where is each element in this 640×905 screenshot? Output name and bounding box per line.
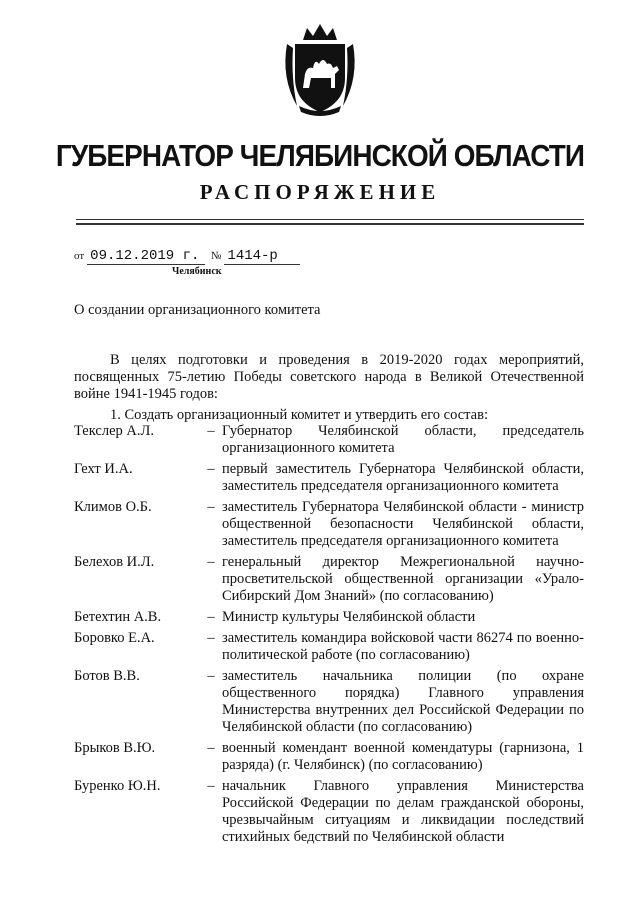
member-dash: – <box>207 423 215 439</box>
member-row <box>74 461 584 495</box>
member-name: Брыков В.Ю. <box>74 740 156 756</box>
member-dash: – <box>207 630 215 646</box>
number-label: № <box>210 250 222 262</box>
point-1: 1. Создать организационный комитет и утвердить его состав: <box>110 407 488 423</box>
member-dash: – <box>207 461 215 477</box>
member-dash: – <box>207 609 215 625</box>
member-name: Бетехтин А.В. <box>74 609 162 625</box>
member-name: Ботов В.В. <box>74 668 140 684</box>
document-date: 09.12.2019 г. <box>87 248 205 265</box>
member-role: первый заместитель Губернатора Челябинской области, заместитель председателя организационного комитета <box>222 461 584 494</box>
member-role: Министр культуры Челябинской области <box>222 609 476 625</box>
member-name: Боровко Е.А. <box>74 630 155 646</box>
document-title: ГУБЕРНАТОР ЧЕЛЯБИНСКОЙ ОБЛАСТИ <box>55 138 585 173</box>
member-role: военный комендант военной комендатуры (гарнизона, 1 разряда) (г. Челябинск) (по согласованию) <box>222 740 584 773</box>
member-dash: – <box>207 778 215 794</box>
member-role: Губернатор Челябинской области, председатель организационного комитета <box>222 423 584 456</box>
member-name: Гехт И.А. <box>74 461 133 477</box>
member-row <box>74 740 584 774</box>
member-row <box>74 423 584 457</box>
member-role: начальник Главного управления Министерства Российской Федерации по делам гражданской обороны, чрезвычайным ситуациям и ликвидации последствий стихийных бедствий по Челябинской области <box>222 778 584 845</box>
member-dash: – <box>207 499 215 515</box>
member-dash: – <box>207 554 215 570</box>
document-subject: О создании организационного комитета <box>74 302 321 318</box>
chelyabinsk-coat-of-arms-icon <box>281 18 359 118</box>
header-divider <box>76 223 584 225</box>
member-row <box>74 554 584 605</box>
header-divider <box>76 219 584 220</box>
member-name: Текслер А.Л. <box>74 423 154 439</box>
member-role: генеральный директор Межрегиональной научно-просветительской общественной организации «Урало-Сибирский Дом Знаний» (по согласованию) <box>222 554 584 604</box>
document-meta <box>74 248 303 265</box>
member-role: заместитель Губернатора Челябинской области - министр общественной безопасности Челябинской области, заместитель председателя организационного комитета <box>222 499 584 549</box>
member-name: Буренко Ю.Н. <box>74 778 161 794</box>
member-role: заместитель начальника полиции (по охране общественного порядка) Главного управления Министерства внутренних дел Российской Федерации по Челябинской области (по согласованию) <box>222 668 584 735</box>
member-name: Климов О.Б. <box>74 499 152 515</box>
member-row <box>74 630 584 664</box>
member-name: Белехов И.Л. <box>74 554 155 570</box>
member-dash: – <box>207 668 215 684</box>
document-city: Челябинск <box>172 266 222 277</box>
intro-paragraph: В целях подготовки и проведения в 2019-2020 годах мероприятий, посвященных 75-летию Победы советского народа в Великой Отечественной войне 1941-1945 годов: <box>74 352 584 402</box>
date-label: от <box>74 250 85 262</box>
member-row <box>74 668 584 736</box>
member-dash: – <box>207 740 215 756</box>
member-role: заместитель командира войсковой части 86274 по военно-политической работе (по согласованию) <box>222 630 584 663</box>
member-row <box>74 778 584 846</box>
committee-members-list <box>74 423 584 850</box>
document-type: РАСПОРЯЖЕНИЕ <box>199 180 441 204</box>
member-row <box>74 609 584 626</box>
member-row <box>74 499 584 550</box>
document-number: 1414-р <box>224 248 300 265</box>
